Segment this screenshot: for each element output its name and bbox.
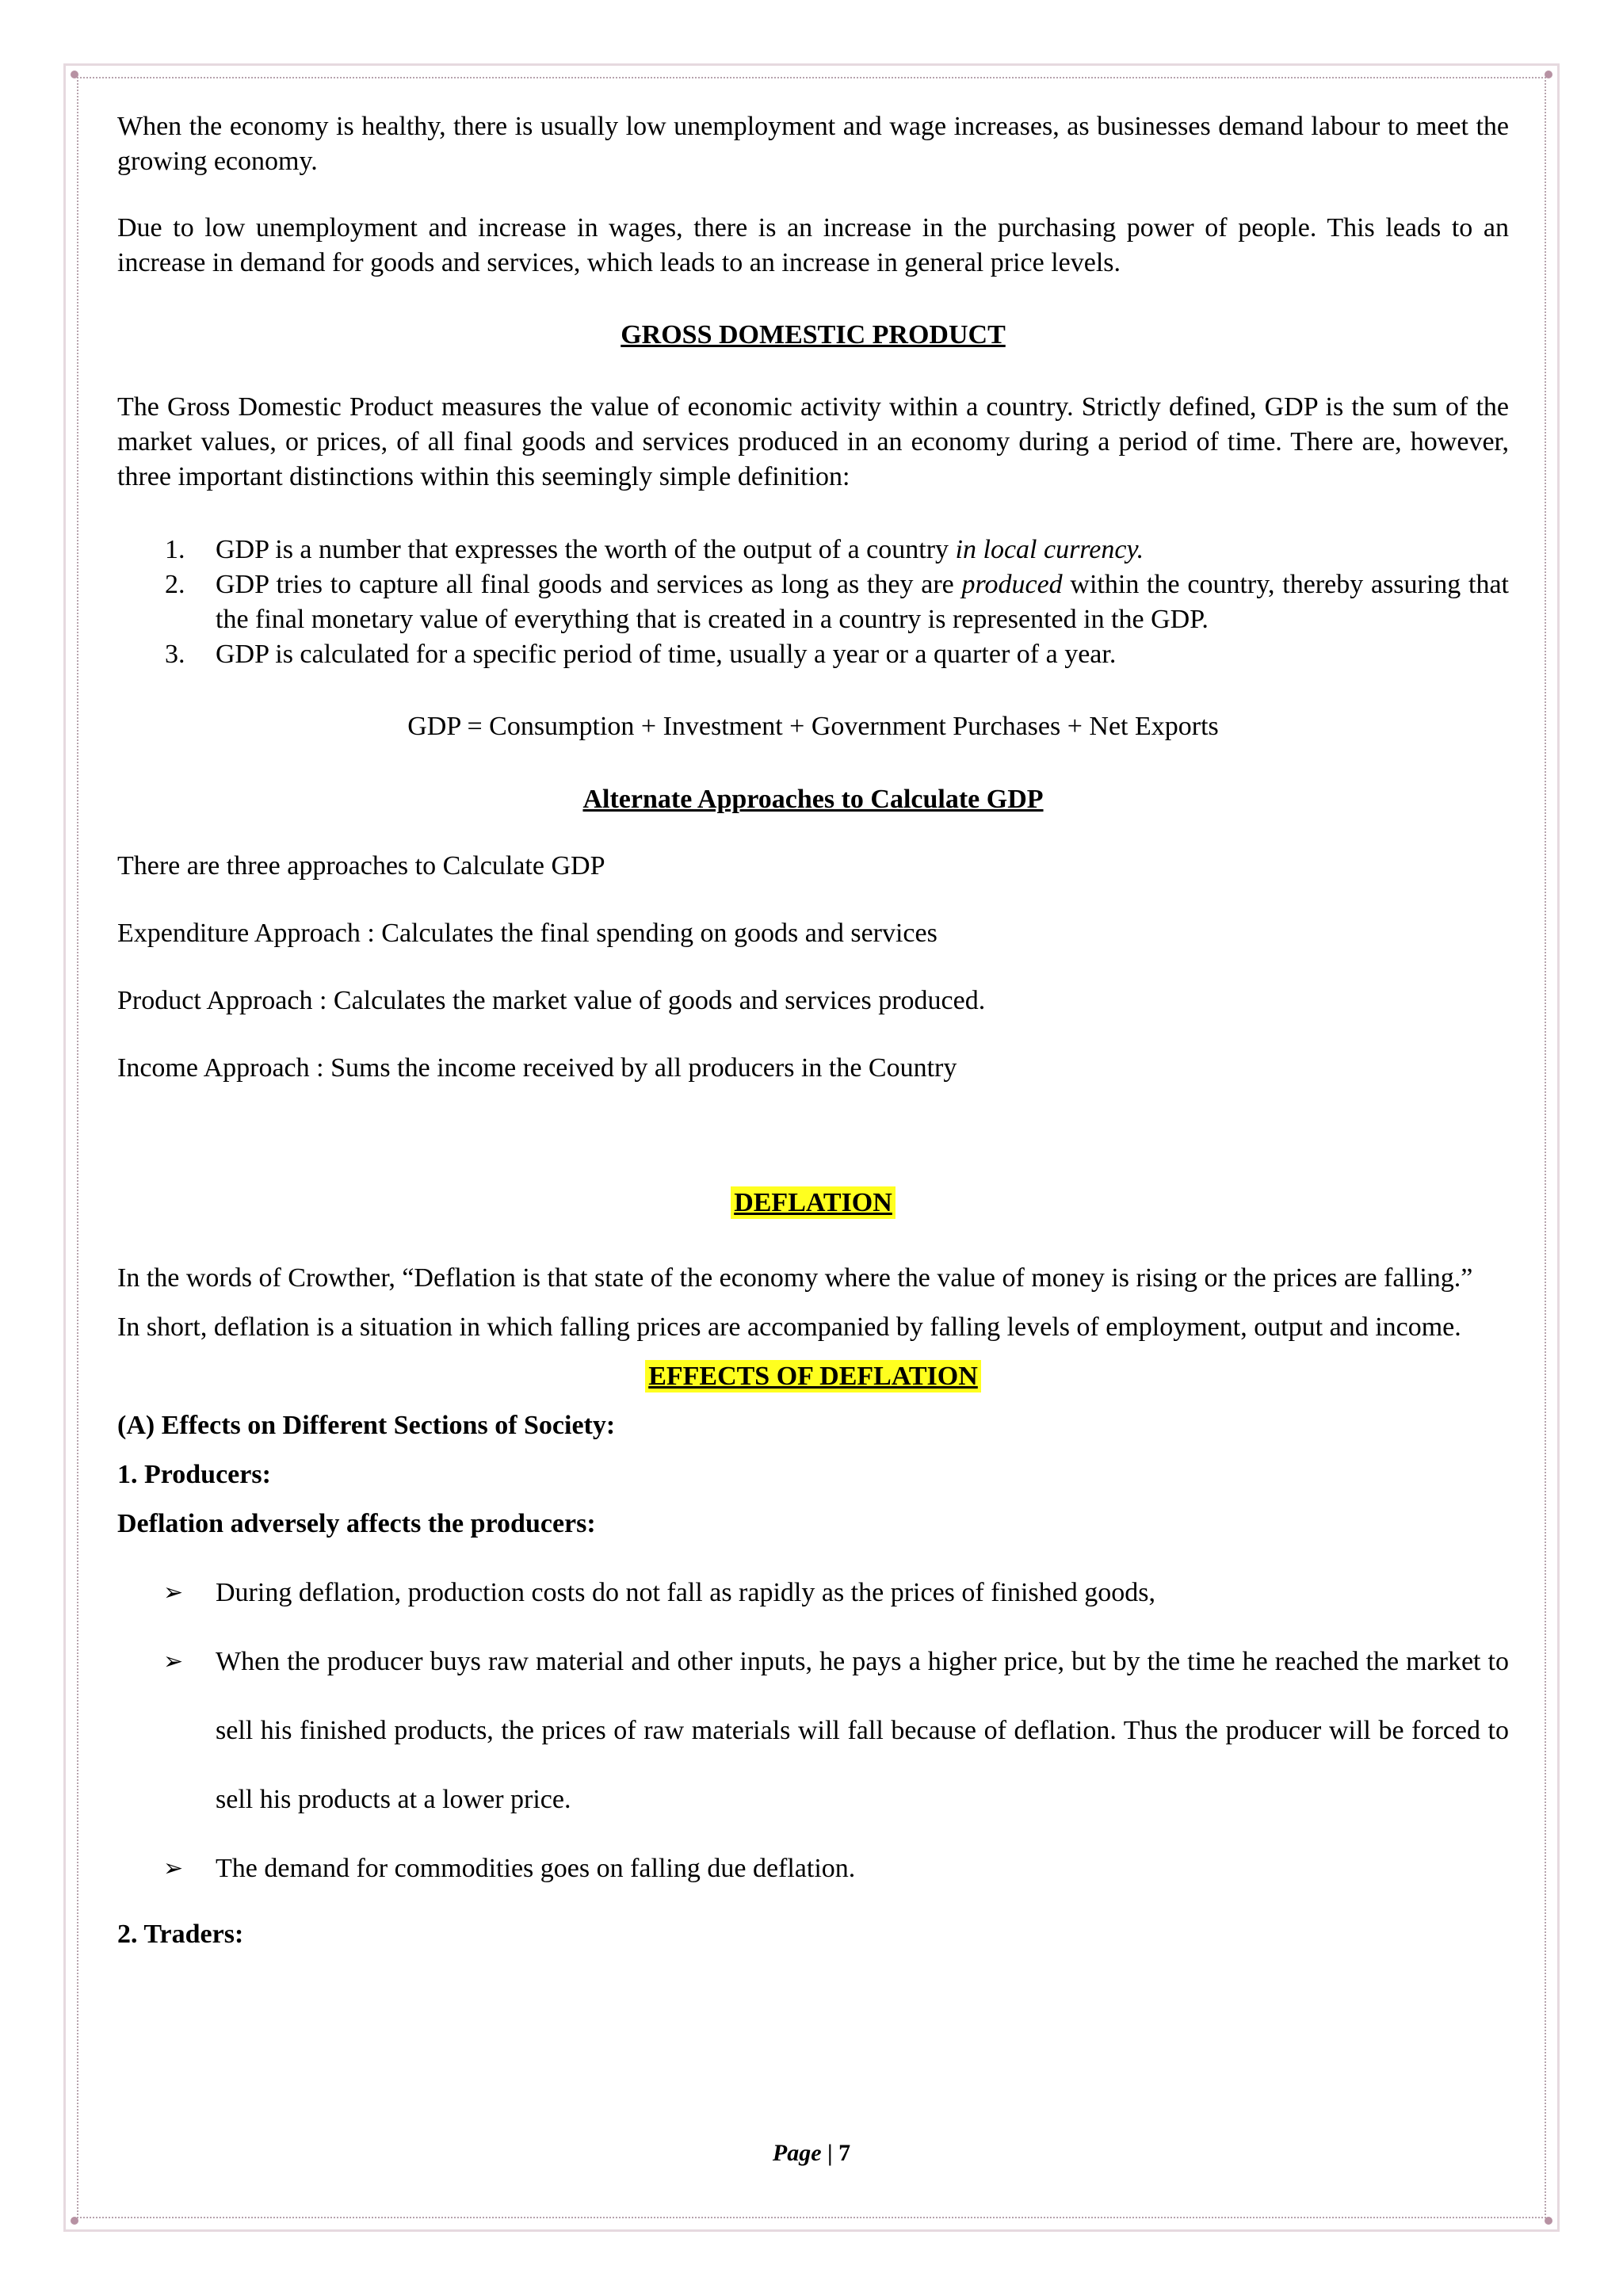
border-ornament-icon [71, 71, 78, 78]
heading-effects-of-deflation [117, 1352, 1509, 1401]
page-content [117, 109, 1509, 1952]
highlighted-heading-text: EFFECTS OF DEFLATION [645, 1360, 981, 1392]
paragraph-approaches-intro: There are three approaches to Calculate GDP [117, 851, 605, 881]
list-number: 3. [165, 640, 185, 669]
list-text: GDP is a number that expresses the worth of the output of a country [216, 535, 956, 564]
list-text-italic: produced [961, 570, 1063, 599]
heading-alternate-approaches: Alternate Approaches to Calculate GDP [582, 785, 1044, 814]
page-number: 7 [838, 2140, 851, 2166]
arrow-bullet-icon: ➢ [163, 1648, 184, 1675]
list-item [117, 1627, 1509, 1834]
highlighted-heading-text: DEFLATION [731, 1186, 896, 1219]
list-item [117, 533, 1509, 567]
list-text: During deflation, production costs do not fall as rapidly as the prices of finished goods, [216, 1578, 1155, 1607]
list-text: GDP is calculated for a specific period of time, usually a year or a quarter of a year. [216, 640, 1117, 669]
page-label: Page [772, 2140, 822, 2166]
heading-deflation [117, 1186, 1509, 1221]
heading-gdp: GROSS DOMESTIC PRODUCT [621, 320, 1006, 350]
producer-effects-list [117, 1558, 1509, 1903]
border-ornament-icon [71, 2217, 78, 2225]
paragraph-income-approach: Income Approach : Sums the income received by all producers in the Country [117, 1053, 957, 1083]
paragraph-deflation-short: In short, deflation is a situation in which falling prices are accompanied by falling levels of employment, output and income. [117, 1312, 1461, 1342]
list-text: When the producer buys raw material and other inputs, he pays a higher price, but by the time he reached the market to sell his finished products, the prices of raw materials will fall because of deflation. Thus the producer will be forced to sell his products at a lower price. [216, 1647, 1509, 1814]
producers-title: 1. Producers: [117, 1460, 271, 1489]
list-number: 1. [165, 535, 185, 564]
paragraph-healthy-economy: When the economy is healthy, there is usually low unemployment and wage increases, as businesses demand labour to meet the growing economy. [117, 112, 1509, 176]
arrow-bullet-icon: ➢ [163, 1579, 184, 1606]
producers-subtitle: Deflation adversely affects the producers: [117, 1509, 596, 1538]
list-item [117, 637, 1509, 672]
border-ornament-icon [1545, 71, 1552, 78]
list-text-italic: in local currency. [955, 535, 1144, 564]
gdp-distinctions-list [117, 533, 1509, 672]
list-text: The demand for commodities goes on falling due deflation. [216, 1854, 856, 1883]
list-item [117, 1558, 1509, 1627]
page-footer [0, 2140, 1623, 2167]
paragraph-gdp-intro: The Gross Domestic Product measures the value of economic activity within a country. Strictly defined, GDP is the sum of the market values, or prices, of all final goods and services produced in an economy during a period of time. There are, however, three important distinctions within this seemingly simple definition: [117, 392, 1509, 491]
gdp-formula: GDP = Consumption + Investment + Government Purchases + Net Exports [407, 712, 1219, 741]
traders-title: 2. Traders: [117, 1920, 244, 1949]
border-ornament-icon [1545, 2217, 1552, 2225]
page-separator: | [821, 2140, 839, 2166]
paragraph-purchasing-power: Due to low unemployment and increase in wages, there is an increase in the purchasing power of people. This leads to an increase in demand for goods and services, which leads to an increase in general price levels. [117, 213, 1509, 277]
list-number: 2. [165, 570, 185, 599]
list-text: within the country, thereby assuring that the final monetary value of everything that is created in a country is represented in the GDP. [216, 570, 1509, 634]
list-text: GDP tries to capture all final goods and services as long as they are [216, 570, 962, 599]
paragraph-crowther-definition: In the words of Crowther, “Deflation is that state of the economy where the value of money is rising or the prices are falling.” [117, 1263, 1473, 1293]
paragraph-expenditure-approach: Expenditure Approach : Calculates the final spending on goods and services [117, 919, 938, 948]
paragraph-product-approach: Product Approach : Calculates the market value of goods and services produced. [117, 986, 986, 1015]
list-item [117, 567, 1509, 637]
section-a-title: (A) Effects on Different Sections of Society: [117, 1411, 616, 1440]
arrow-bullet-icon: ➢ [163, 1855, 184, 1882]
list-item [117, 1834, 1509, 1903]
